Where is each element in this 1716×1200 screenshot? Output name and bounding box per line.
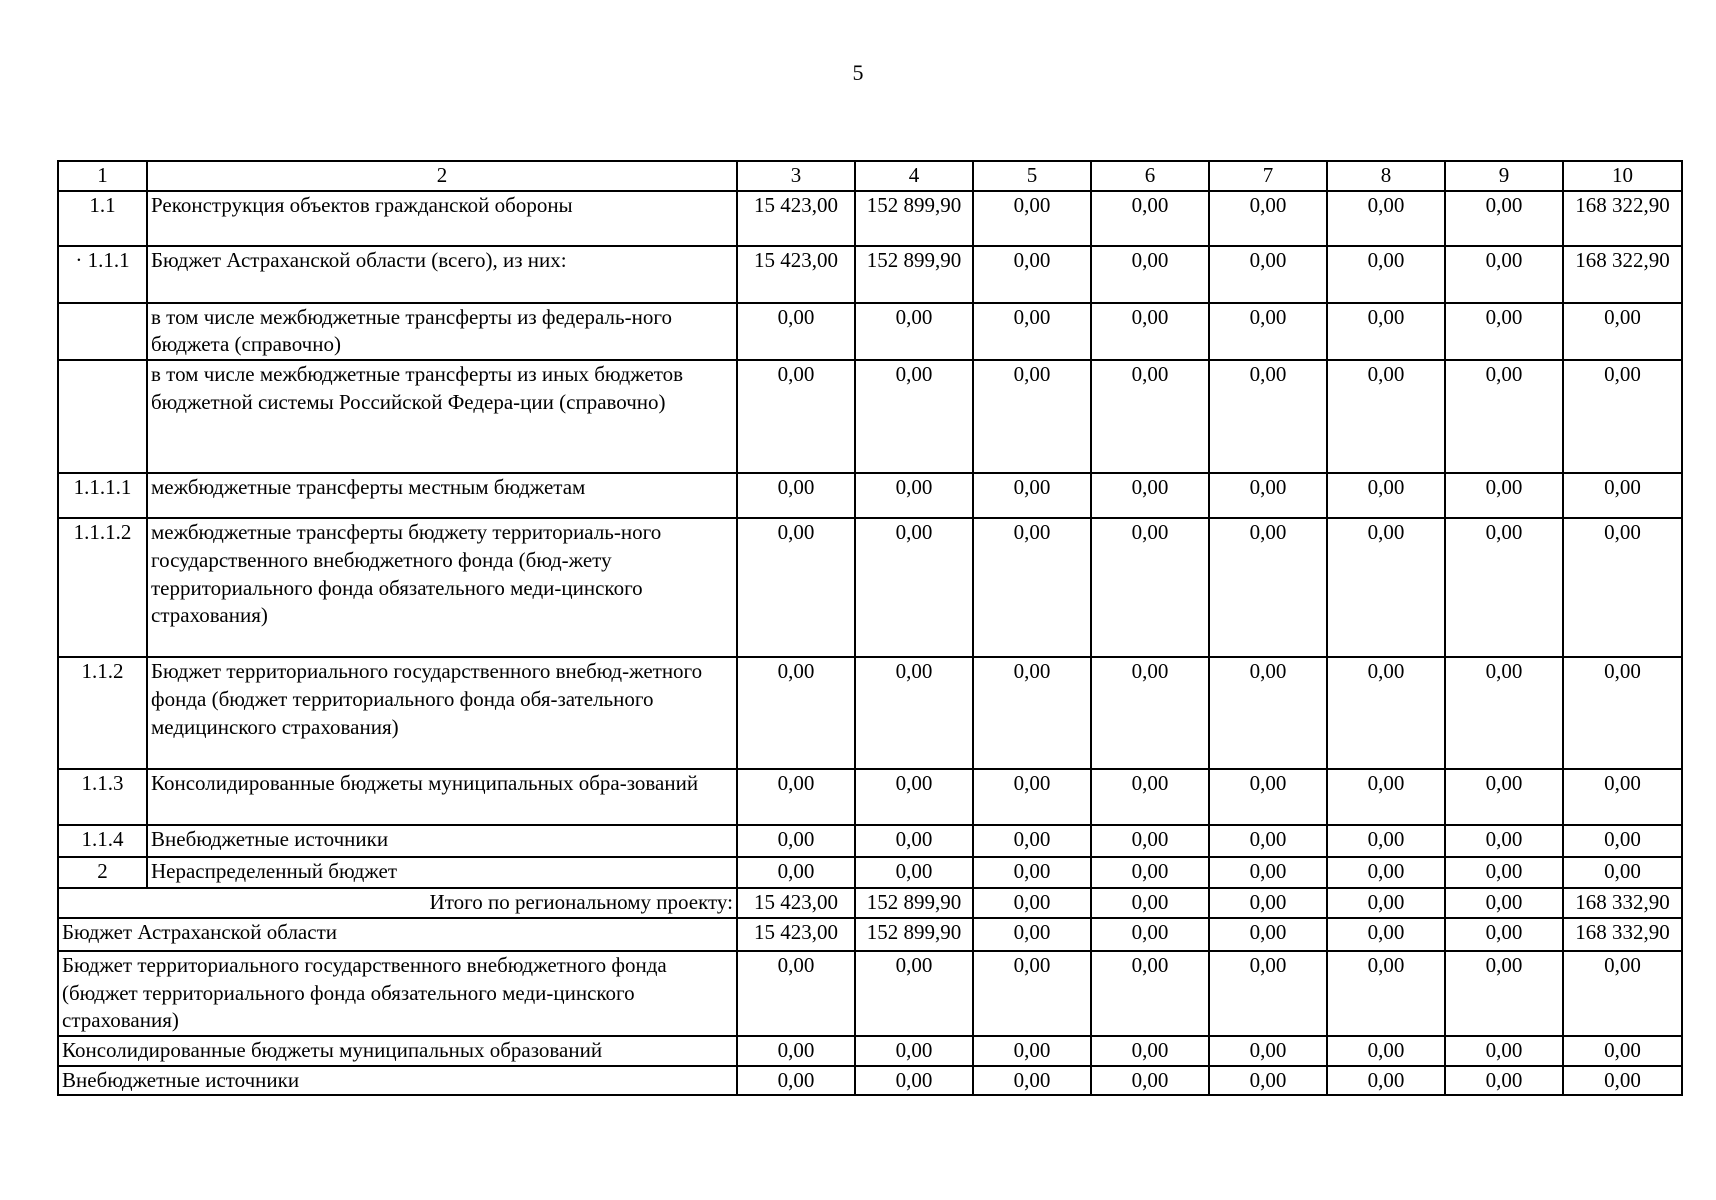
summary-value-cell: 0,00 — [1563, 1036, 1682, 1066]
summary-value-cell: 0,00 — [1563, 951, 1682, 1036]
summary-value-cell: 0,00 — [1445, 1036, 1563, 1066]
value-cell: 0,00 — [973, 857, 1091, 888]
header-cell: 1 — [58, 161, 147, 191]
total-row — [58, 888, 1682, 918]
table-row — [58, 657, 1682, 769]
value-cell: 0,00 — [973, 825, 1091, 857]
page-number: 5 — [852, 60, 864, 85]
value-cell: 0,00 — [1563, 473, 1682, 518]
summary-value-cell: 0,00 — [1209, 1066, 1327, 1096]
header-cell: 3 — [737, 161, 855, 191]
table-row — [58, 191, 1682, 246]
row-code: 1.1 — [58, 191, 147, 246]
value-cell: 0,00 — [737, 657, 855, 769]
value-cell: 0,00 — [1445, 191, 1563, 246]
value-cell: 0,00 — [1327, 303, 1445, 360]
row-name: Нераспределенный бюджет — [147, 857, 737, 888]
table-row — [58, 857, 1682, 888]
row-name: Бюджет территориального государственного внебюд-жетного фонда (бюджет территориального фонда обя-зательного медицинского страхования) — [147, 657, 737, 769]
table-row — [58, 360, 1682, 473]
value-cell: 0,00 — [1327, 857, 1445, 888]
value-cell: 0,00 — [1445, 769, 1563, 825]
value-cell: 0,00 — [1091, 473, 1209, 518]
total-value-cell: 0,00 — [1327, 888, 1445, 918]
value-cell: 0,00 — [737, 518, 855, 657]
value-cell: 0,00 — [1327, 518, 1445, 657]
summary-value-cell: 0,00 — [1563, 1066, 1682, 1096]
row-name: в том числе межбюджетные трансферты из иных бюджетов бюджетной системы Российской Федера-ции (справочно) — [147, 360, 737, 473]
value-cell: 0,00 — [973, 657, 1091, 769]
summary-value-cell: 0,00 — [973, 951, 1091, 1036]
total-value-cell: 15 423,00 — [737, 888, 855, 918]
summary-value-cell: 0,00 — [1445, 951, 1563, 1036]
summary-value-cell: 168 332,90 — [1563, 918, 1682, 951]
total-value-cell: 0,00 — [1209, 888, 1327, 918]
value-cell: 15 423,00 — [737, 246, 855, 303]
value-cell: 0,00 — [737, 857, 855, 888]
value-cell: 0,00 — [1091, 360, 1209, 473]
value-cell: 0,00 — [1209, 303, 1327, 360]
value-cell: 0,00 — [973, 303, 1091, 360]
value-cell: 168 322,90 — [1563, 191, 1682, 246]
value-cell: 0,00 — [855, 518, 973, 657]
summary-value-cell: 0,00 — [737, 1036, 855, 1066]
summary-name: Консолидированные бюджеты муниципальных образований — [58, 1036, 737, 1066]
value-cell: 0,00 — [1091, 825, 1209, 857]
value-cell: 0,00 — [1091, 246, 1209, 303]
summary-name: Бюджет территориального государственного внебюджетного фонда (бюджет территориального фонда обязательного меди-цинского страхования) — [58, 951, 737, 1036]
summary-value-cell: 0,00 — [1091, 951, 1209, 1036]
summary-value-cell: 0,00 — [1445, 1066, 1563, 1096]
summary-value-cell: 0,00 — [1327, 1036, 1445, 1066]
value-cell: 15 423,00 — [737, 191, 855, 246]
value-cell: 0,00 — [737, 769, 855, 825]
value-cell: 0,00 — [1209, 246, 1327, 303]
value-cell: 0,00 — [973, 518, 1091, 657]
value-cell: 0,00 — [855, 769, 973, 825]
value-cell: 0,00 — [855, 473, 973, 518]
value-cell: 0,00 — [1209, 473, 1327, 518]
value-cell: 0,00 — [1091, 191, 1209, 246]
row-name: межбюджетные трансферты бюджету территориаль-ного государственного внебюджетного фонда (бюд-жету территориального фонда обязательного меди-цинского страхования) — [147, 518, 737, 657]
value-cell: 0,00 — [1445, 303, 1563, 360]
summary-value-cell: 152 899,90 — [855, 918, 973, 951]
summary-value-cell: 0,00 — [1327, 1066, 1445, 1096]
value-cell: 0,00 — [973, 473, 1091, 518]
value-cell: 0,00 — [1563, 657, 1682, 769]
summary-value-cell: 0,00 — [855, 1066, 973, 1096]
column-number-header-row — [58, 161, 1682, 191]
summary-row — [58, 918, 1682, 951]
value-cell: 0,00 — [1327, 825, 1445, 857]
value-cell: 0,00 — [1209, 857, 1327, 888]
value-cell: 0,00 — [737, 473, 855, 518]
summary-value-cell: 0,00 — [1445, 918, 1563, 951]
value-cell: 0,00 — [1327, 769, 1445, 825]
header-cell: 4 — [855, 161, 973, 191]
row-code — [58, 303, 147, 360]
value-cell: 0,00 — [1209, 657, 1327, 769]
value-cell: 0,00 — [1563, 360, 1682, 473]
value-cell: 0,00 — [1209, 825, 1327, 857]
value-cell: 0,00 — [1327, 246, 1445, 303]
summary-value-cell: 0,00 — [1091, 1036, 1209, 1066]
value-cell: 0,00 — [1563, 769, 1682, 825]
value-cell: 0,00 — [1209, 360, 1327, 473]
table-row — [58, 473, 1682, 518]
total-value-cell: 0,00 — [1445, 888, 1563, 918]
summary-value-cell: 15 423,00 — [737, 918, 855, 951]
value-cell: 0,00 — [1445, 473, 1563, 518]
value-cell: 152 899,90 — [855, 246, 973, 303]
summary-value-cell: 0,00 — [1209, 1036, 1327, 1066]
value-cell: 0,00 — [973, 246, 1091, 303]
value-cell: 168 322,90 — [1563, 246, 1682, 303]
value-cell: 0,00 — [855, 303, 973, 360]
row-code — [58, 360, 147, 473]
header-cell: 9 — [1445, 161, 1563, 191]
total-value-cell: 152 899,90 — [855, 888, 973, 918]
value-cell: 0,00 — [1091, 657, 1209, 769]
header-cell: 7 — [1209, 161, 1327, 191]
row-name: Бюджет Астраханской области (всего), из них: — [147, 246, 737, 303]
value-cell: 0,00 — [1327, 657, 1445, 769]
header-cell: 6 — [1091, 161, 1209, 191]
value-cell: 0,00 — [1209, 191, 1327, 246]
summary-name: Внебюджетные источники — [58, 1066, 737, 1096]
summary-row — [58, 1036, 1682, 1066]
table-row — [58, 825, 1682, 857]
row-name: Внебюджетные источники — [147, 825, 737, 857]
value-cell: 0,00 — [855, 360, 973, 473]
value-cell: 0,00 — [1327, 360, 1445, 473]
value-cell: 0,00 — [1445, 518, 1563, 657]
row-name: Реконструкция объектов гражданской обороны — [147, 191, 737, 246]
summary-row — [58, 1066, 1682, 1096]
value-cell: 0,00 — [1563, 303, 1682, 360]
row-code: 1.1.3 — [58, 769, 147, 825]
value-cell: 0,00 — [1445, 857, 1563, 888]
total-value-cell: 0,00 — [1091, 888, 1209, 918]
row-name: межбюджетные трансферты местным бюджетам — [147, 473, 737, 518]
summary-value-cell: 0,00 — [1091, 918, 1209, 951]
row-code: 1.1.2 — [58, 657, 147, 769]
summary-value-cell: 0,00 — [1209, 918, 1327, 951]
value-cell: 0,00 — [973, 769, 1091, 825]
value-cell: 0,00 — [973, 360, 1091, 473]
header-cell: 8 — [1327, 161, 1445, 191]
total-value-cell: 0,00 — [973, 888, 1091, 918]
summary-name: Бюджет Астраханской области — [58, 918, 737, 951]
value-cell: 0,00 — [1091, 518, 1209, 657]
value-cell: 0,00 — [1445, 360, 1563, 473]
value-cell: 0,00 — [855, 657, 973, 769]
summary-value-cell: 0,00 — [855, 1036, 973, 1066]
row-code: 1.1.4 — [58, 825, 147, 857]
value-cell: 0,00 — [855, 825, 973, 857]
total-value-cell: 168 332,90 — [1563, 888, 1682, 918]
summary-value-cell: 0,00 — [1327, 918, 1445, 951]
summary-value-cell: 0,00 — [1327, 951, 1445, 1036]
value-cell: 152 899,90 — [855, 191, 973, 246]
header-cell: 10 — [1563, 161, 1682, 191]
budget-table — [57, 160, 1683, 1096]
summary-value-cell: 0,00 — [973, 918, 1091, 951]
total-label: Итого по региональному проекту: — [58, 888, 737, 918]
row-code: 1.1.1.1 — [58, 473, 147, 518]
value-cell: 0,00 — [1327, 473, 1445, 518]
row-code: · 1.1.1 — [58, 246, 147, 303]
value-cell: 0,00 — [737, 825, 855, 857]
header-cell: 2 — [147, 161, 737, 191]
value-cell: 0,00 — [855, 857, 973, 888]
summary-row — [58, 951, 1682, 1036]
value-cell: 0,00 — [1563, 825, 1682, 857]
table-row — [58, 303, 1682, 360]
value-cell: 0,00 — [1563, 518, 1682, 657]
value-cell: 0,00 — [1327, 191, 1445, 246]
value-cell: 0,00 — [1091, 769, 1209, 825]
value-cell: 0,00 — [1209, 769, 1327, 825]
value-cell: 0,00 — [1445, 246, 1563, 303]
value-cell: 0,00 — [1445, 657, 1563, 769]
row-name: Консолидированные бюджеты муниципальных обра-зований — [147, 769, 737, 825]
header-cell: 5 — [973, 161, 1091, 191]
summary-value-cell: 0,00 — [855, 951, 973, 1036]
row-name: в том числе межбюджетные трансферты из федераль-ного бюджета (справочно) — [147, 303, 737, 360]
value-cell: 0,00 — [1209, 518, 1327, 657]
value-cell: 0,00 — [973, 191, 1091, 246]
value-cell: 0,00 — [1091, 857, 1209, 888]
row-code: 2 — [58, 857, 147, 888]
value-cell: 0,00 — [737, 303, 855, 360]
value-cell: 0,00 — [1563, 857, 1682, 888]
summary-value-cell: 0,00 — [737, 951, 855, 1036]
summary-value-cell: 0,00 — [1091, 1066, 1209, 1096]
summary-value-cell: 0,00 — [973, 1036, 1091, 1066]
summary-value-cell: 0,00 — [737, 1066, 855, 1096]
value-cell: 0,00 — [737, 360, 855, 473]
table-row — [58, 246, 1682, 303]
row-code: 1.1.1.2 — [58, 518, 147, 657]
summary-value-cell: 0,00 — [1209, 951, 1327, 1036]
value-cell: 0,00 — [1445, 825, 1563, 857]
table-row — [58, 769, 1682, 825]
summary-value-cell: 0,00 — [973, 1066, 1091, 1096]
table-row — [58, 518, 1682, 657]
value-cell: 0,00 — [1091, 303, 1209, 360]
